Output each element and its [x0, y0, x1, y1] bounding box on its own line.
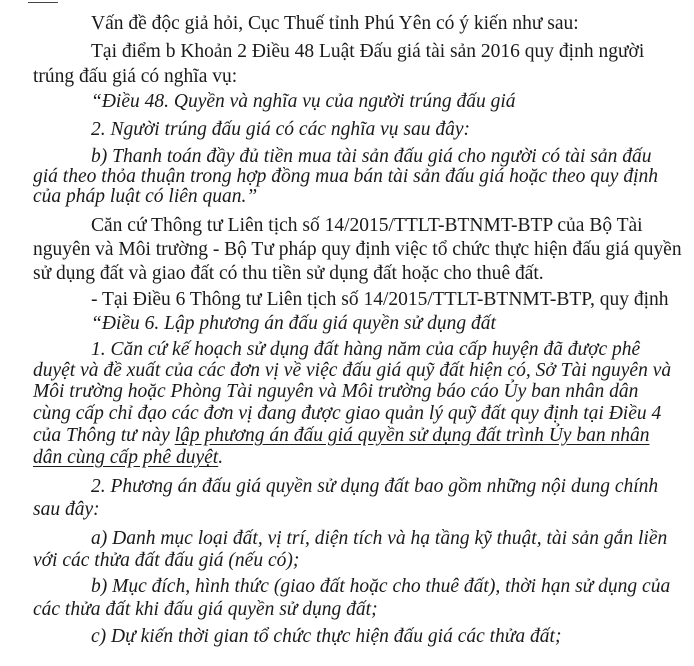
- quote-article-6-item2-line2: sau đây:: [33, 499, 100, 520]
- quote-article-6-item1-line6: [33, 445, 223, 470]
- quote-clause-2: 2. Người trúng đấu giá có các nghĩa vụ sau đây:: [91, 119, 471, 140]
- underlined-phrase: lập phương án đấu giá quyền sử dụng đất trình Ủy ban nhân: [174, 425, 650, 446]
- paragraph-circular-line1: Căn cứ Thông tư Liên tịch số 14/2015/TTLT-BTNMT-BTP của Bộ Tài: [91, 215, 643, 236]
- paragraph-intro: Vấn đề độc giả hỏi, Cục Thuế tỉnh Phú Yên có ý kiến như sau:: [91, 13, 579, 34]
- quote-item-a-line1: a) Danh mục loại đất, vị trí, diện tích và hạ tầng kỹ thuật, tài sản gắn liền: [91, 528, 668, 549]
- quote-article-6-item1-line2: duyệt và đề xuất của các đơn vị về việc đấu giá quỹ đất hiện có, Sở Tài nguyên và: [33, 360, 672, 381]
- quote-article-48-title: “Điều 48. Quyền và nghĩa vụ của người trúng đấu giá: [91, 91, 516, 112]
- quote-article-6-title: “Điều 6. Lập phương án đấu giá quyền sử dụng đất: [91, 313, 496, 334]
- quote-article-6-item1-line3: Môi trường hoặc Phòng Tài nguyên và Môi trường báo cáo Ủy ban nhân dân: [33, 381, 639, 402]
- page-edge-mark: [28, 0, 58, 3]
- quote-item-a-line2: với các thửa đất đấu giá (nếu có);: [33, 550, 300, 571]
- paragraph-law-ref-line2: trúng đấu giá có nghĩa vụ:: [33, 66, 238, 87]
- paragraph-circular-line2: nguyên và Môi trường - Bộ Tư pháp quy định việc tổ chức thực hiện đấu giá quyền: [33, 239, 682, 260]
- quote-item-b-line1: b) Mục đích, hình thức (giao đất hoặc cho thuê đất), thời hạn sử dụng của: [91, 576, 671, 597]
- quote-point-b-line1: b) Thanh toán đầy đủ tiền mua tài sản đấu giá cho người có tài sản đấu: [91, 146, 652, 167]
- underlined-phrase-end: dân cùng cấp phê duyệt: [33, 447, 219, 468]
- quote-point-b-line2: giá theo thỏa thuận trong hợp đồng mua bán tài sản đấu giá hoặc theo quy định: [33, 166, 658, 187]
- quote-point-b-line3: của pháp luật có liên quan.”: [33, 186, 258, 207]
- quote-item-b-line2: các thửa đất khi đấu giá quyền sử dụng đất;: [33, 599, 378, 620]
- quote-article-6-item1-line4: cùng cấp chỉ đạo các đơn vị đang được giao quản lý quỹ đất quy định tại Điều 4: [33, 403, 662, 424]
- quote-period: .: [218, 447, 224, 468]
- paragraph-article-6-ref: - Tại Điều 6 Thông tư Liên tịch số 14/2015/TTLT-BTNMT-BTP, quy định: [91, 289, 669, 310]
- quote-article-6-item1-line1: 1. Căn cứ kế hoạch sử dụng đất hàng năm của cấp huyện đã được phê: [91, 339, 641, 360]
- quote-article-6-item2-line1: 2. Phương án đấu giá quyền sử dụng đất bao gồm những nội dung chính: [91, 476, 659, 497]
- paragraph-law-ref-line1: Tại điểm b Khoản 2 Điều 48 Luật Đấu giá tài sản 2016 quy định người: [91, 41, 645, 62]
- paragraph-circular-line3: sử dụng đất và giao đất có thu tiền sử dụng đất hoặc cho thuê đất.: [33, 263, 544, 284]
- quote-item-c: c) Dự kiến thời gian tổ chức thực hiện đấu giá các thửa đất;: [91, 626, 562, 647]
- quote-plain-text: của Thông tư này: [33, 425, 175, 446]
